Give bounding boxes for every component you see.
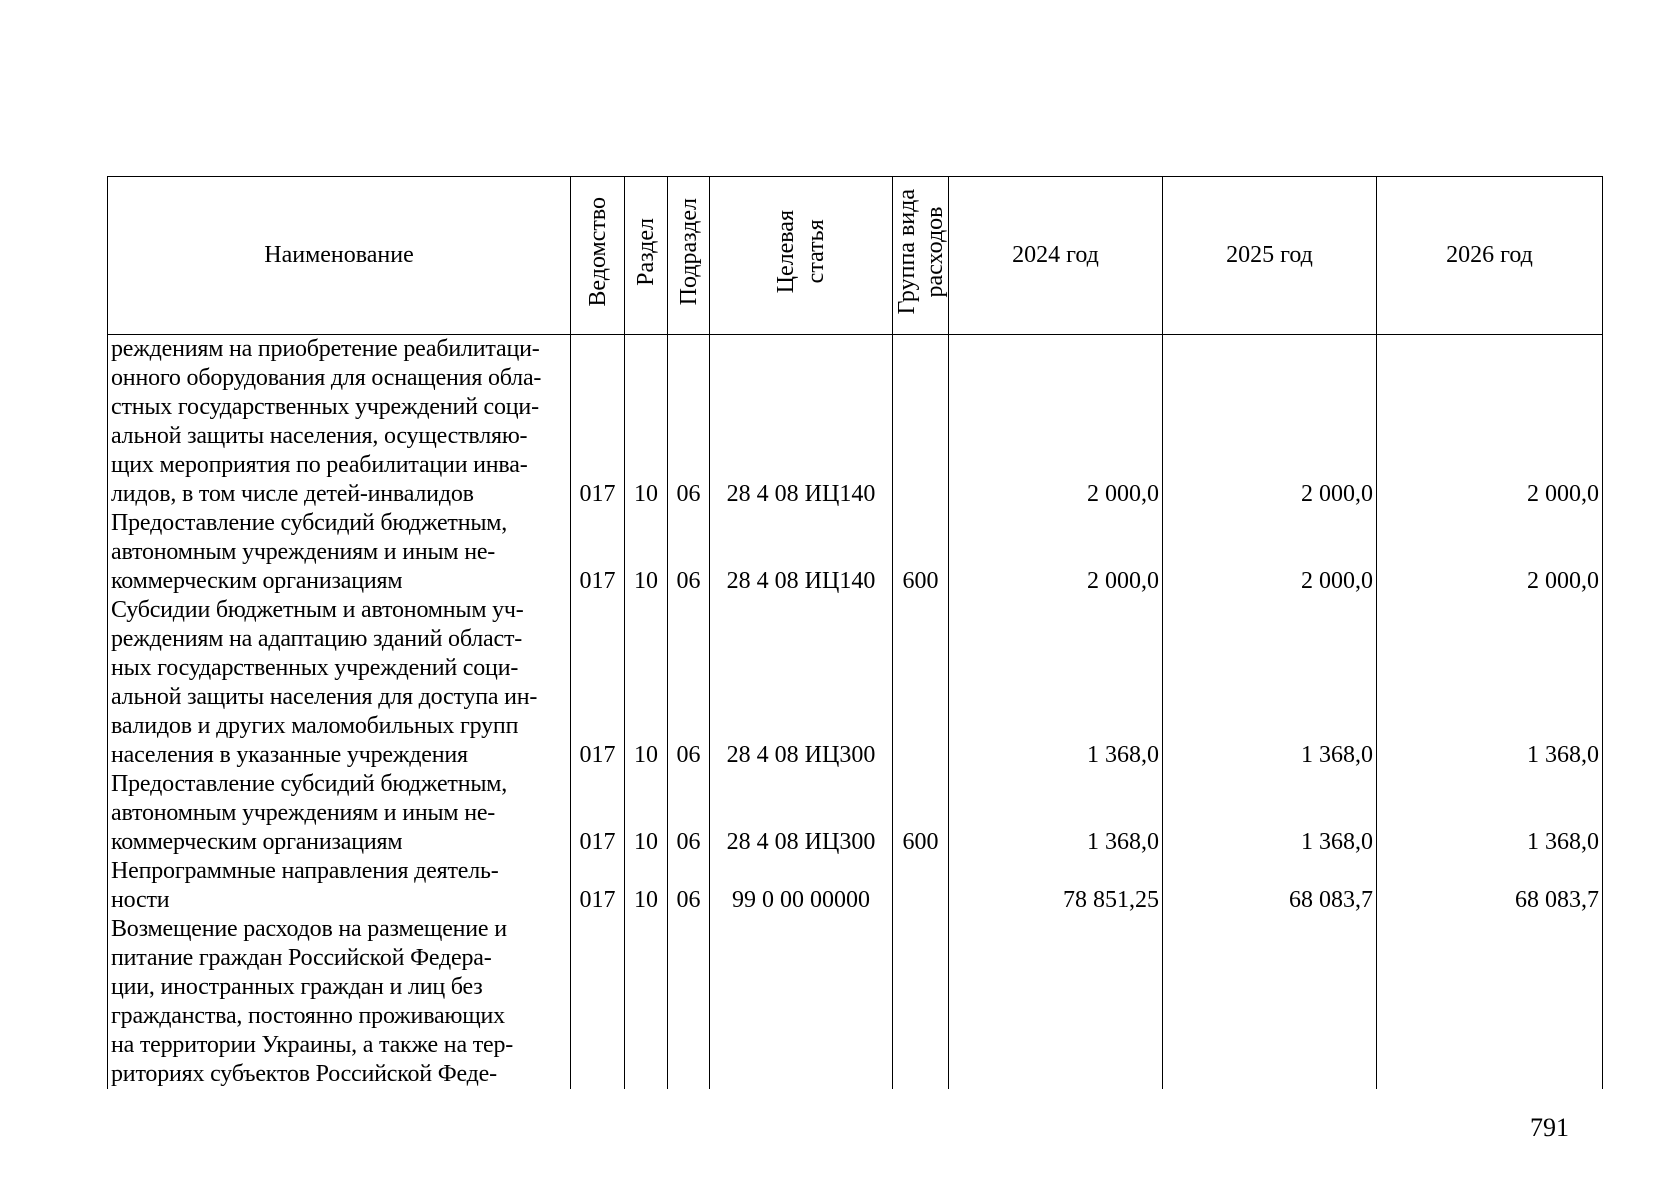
row-value-2025: 1 368,0	[1163, 770, 1377, 857]
row-name: Предоставление субсидий бюджетным, автономным учреждениям и иным не- коммерческим организациям	[108, 509, 571, 596]
row-vedomstvo: 017	[571, 335, 625, 510]
row-name: Субсидии бюджетным и автономным уч- реждениям на адаптацию зданий област- ных государственных учреждений соци- альной защиты населения для доступа ин- валидов и других маломобильных групп населения в указанные учреждения	[108, 596, 571, 770]
page-number: 791	[1530, 1113, 1569, 1142]
row-gruppa: 600	[893, 509, 949, 596]
row-celevaya-statya: 28 4 08 ИЦ140	[710, 509, 893, 596]
row-razdel: 10	[625, 596, 668, 770]
row-value-2025: 1 368,0	[1163, 596, 1377, 770]
row-value-2025: 68 083,7	[1163, 857, 1377, 915]
header-celevaya-statya: Целевая статья	[710, 177, 893, 335]
header-name: Наименование	[108, 177, 571, 335]
row-value-2026: 68 083,7	[1377, 857, 1603, 915]
row-value-2024: 78 851,25	[949, 857, 1163, 915]
row-value-2026: 2 000,0	[1377, 509, 1603, 596]
row-podrazdel: 06	[668, 857, 710, 915]
row-podrazdel: 06	[668, 770, 710, 857]
table-row	[108, 915, 1603, 1089]
row-vedomstvo: 017	[571, 596, 625, 770]
row-value-2026: 1 368,0	[1377, 596, 1603, 770]
row-value-2024: 1 368,0	[949, 770, 1163, 857]
row-razdel: 10	[625, 770, 668, 857]
row-value-2024	[949, 915, 1163, 1089]
row-value-2024: 1 368,0	[949, 596, 1163, 770]
table-row	[108, 509, 1603, 596]
row-celevaya-statya	[710, 915, 893, 1089]
table-row	[108, 857, 1603, 915]
row-podrazdel: 06	[668, 596, 710, 770]
row-celevaya-statya: 99 0 00 00000	[710, 857, 893, 915]
header-vedomstvo: Ведомство	[571, 177, 625, 335]
row-razdel: 10	[625, 335, 668, 510]
table-row	[108, 770, 1603, 857]
row-value-2024: 2 000,0	[949, 509, 1163, 596]
row-razdel: 10	[625, 509, 668, 596]
row-razdel: 10	[625, 857, 668, 915]
header-razdel: Раздел	[625, 177, 668, 335]
table-row	[108, 596, 1603, 770]
row-celevaya-statya: 28 4 08 ИЦ300	[710, 596, 893, 770]
row-vedomstvo: 017	[571, 857, 625, 915]
row-value-2026	[1377, 915, 1603, 1089]
row-value-2026: 2 000,0	[1377, 335, 1603, 510]
row-gruppa	[893, 596, 949, 770]
row-value-2025: 2 000,0	[1163, 335, 1377, 510]
row-value-2024: 2 000,0	[949, 335, 1163, 510]
row-value-2025	[1163, 915, 1377, 1089]
row-name: Возмещение расходов на размещение и питание граждан Российской Федера- ции, иностранных граждан и лиц без гражданства, постоянно проживающих на территории Украины, а также на тер- риториях субъектов Российской Феде-	[108, 915, 571, 1089]
row-name: реждениям на приобретение реабилитаци- онного оборудования для оснащения обла- стных государственных учреждений соци- альной защиты населения, осуществляю- щих мероприятия по реабилитации инва- лидов, в том числе детей-инвалидов	[108, 335, 571, 510]
row-gruppa	[893, 915, 949, 1089]
row-podrazdel: 06	[668, 509, 710, 596]
row-celevaya-statya: 28 4 08 ИЦ140	[710, 335, 893, 510]
row-vedomstvo: 017	[571, 509, 625, 596]
header-podrazdel: Подраздел	[668, 177, 710, 335]
row-value-2026: 1 368,0	[1377, 770, 1603, 857]
row-razdel	[625, 915, 668, 1089]
row-gruppa	[893, 857, 949, 915]
row-vedomstvo	[571, 915, 625, 1089]
table-row	[108, 335, 1603, 510]
row-gruppa: 600	[893, 770, 949, 857]
row-vedomstvo: 017	[571, 770, 625, 857]
row-podrazdel	[668, 915, 710, 1089]
row-gruppa	[893, 335, 949, 510]
row-name: Непрограммные направления деятель- ности	[108, 857, 571, 915]
header-gruppa-vida-rashodov: Группа вида расходов	[893, 177, 949, 335]
header-year-2025: 2025 год	[1163, 177, 1377, 335]
header-row	[108, 177, 1603, 335]
header-year-2024: 2024 год	[949, 177, 1163, 335]
row-podrazdel: 06	[668, 335, 710, 510]
header-year-2026: 2026 год	[1377, 177, 1603, 335]
row-value-2025: 2 000,0	[1163, 509, 1377, 596]
row-name: Предоставление субсидий бюджетным, автономным учреждениям и иным не- коммерческим организациям	[108, 770, 571, 857]
budget-table	[107, 176, 1603, 1089]
row-celevaya-statya: 28 4 08 ИЦ300	[710, 770, 893, 857]
